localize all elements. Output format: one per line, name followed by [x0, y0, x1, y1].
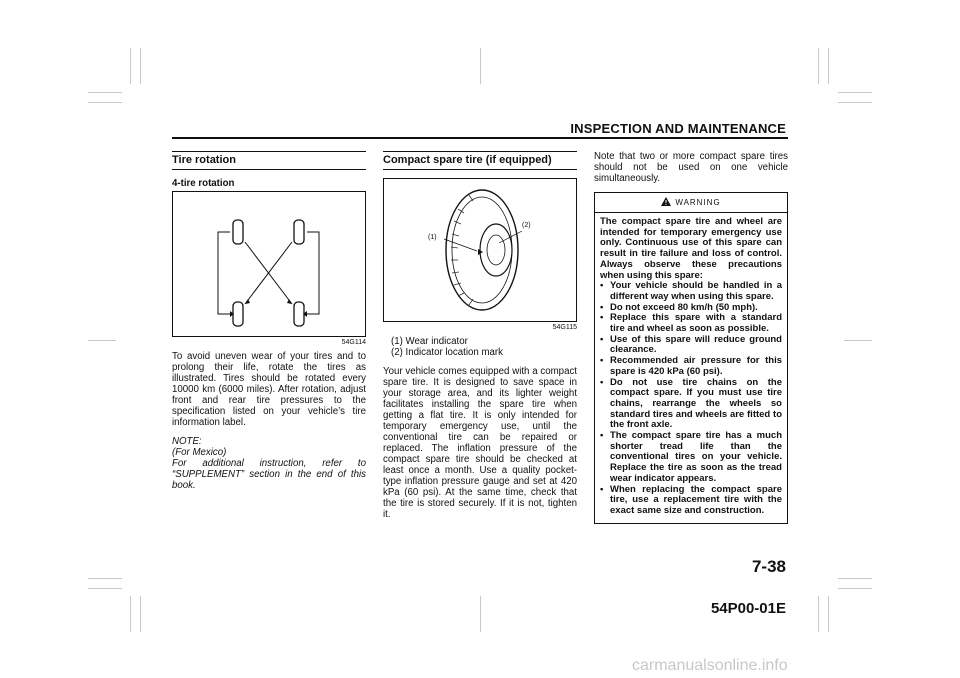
warning-triangle-icon: [661, 197, 671, 209]
warning-item: • Your vehicle should be handled in a different way when using this spare.: [600, 281, 782, 302]
warning-item: • Do not use tire chains on the compact spare. If you must use tire chains, rearrange the wheels so standard tires and wheels are fitted to the front axle.: [600, 378, 782, 432]
crop-mark: [88, 102, 122, 103]
warning-box: [594, 192, 788, 524]
warning-item: • When replacing the compact spare tire, use a replacement tire with the exact same size and construction.: [600, 485, 782, 517]
crop-mark: [838, 588, 872, 589]
legend-item: (1) Wear indicator: [391, 336, 468, 347]
crop-mark: [818, 596, 819, 632]
warning-item: • Replace this spare with a standard tire and wheel as soon as possible.: [600, 313, 782, 334]
crop-mark: [130, 596, 131, 632]
figure-spare-tire: [383, 178, 577, 322]
crop-mark: [818, 48, 819, 84]
note-label: NOTE:: [172, 436, 202, 447]
crop-mark: [838, 102, 872, 103]
warning-list: [600, 281, 782, 516]
note-region: (For Mexico): [172, 447, 227, 458]
compact-spare-note: Note that two or more compact spare tires should not be used on one vehicle simultaneously.: [594, 151, 788, 184]
section-title-tire-rotation: Tire rotation: [172, 151, 366, 170]
warning-item: • Use of this spare will reduce ground clearance.: [600, 335, 782, 356]
callout-1: (1): [428, 234, 437, 241]
figure-code: 54G115: [552, 324, 577, 331]
crop-mark: [140, 596, 141, 632]
legend-item: (2) Indicator location mark: [391, 347, 503, 358]
compact-spare-paragraph: Your vehicle comes equipped with a compact spare tire. It is designed to save space in your storage area, and its lighter weight facilitates installing the spare tire when getting a flat tire. It is only intended for temporary emergency use, until the conventional tire can be repaired or replaced. The inflation pressure of the compact spare tire should be checked at least once a month. Use a quality pocket-type inflation pressure gauge and set at 420 kPa (60 psi). At the same time, check that the tire is stored securely. If it is not, tighten it.: [383, 366, 577, 520]
crop-mark: [140, 48, 141, 84]
crop-mark: [828, 48, 829, 84]
column-compact-spare: [383, 151, 577, 528]
spare-tire-illustration-icon: [384, 179, 578, 321]
crop-mark: [88, 92, 122, 93]
figure-code: 54G114: [341, 339, 366, 346]
callout-2: (2): [522, 222, 531, 229]
note-text: For additional instruction, refer to “SUPPLEMENT” section in the end of this book.: [172, 458, 366, 491]
column-tire-rotation: [172, 151, 366, 491]
crop-mark: [88, 578, 122, 579]
crop-mark: [828, 596, 829, 632]
page-header-title: INSPECTION AND MAINTENANCE: [570, 121, 786, 136]
warning-header: [595, 193, 787, 213]
rotation-diagram-icon: [173, 192, 367, 336]
crop-mark: [844, 340, 872, 341]
warning-item: • Recommended air pressure for this spare is 420 kPa (60 psi).: [600, 356, 782, 377]
section-title-compact-spare: Compact spare tire (if equipped): [383, 151, 577, 170]
warning-item: • Do not exceed 80 km/h (50 mph).: [600, 303, 782, 314]
header-rule: [172, 137, 788, 139]
crop-mark: [838, 92, 872, 93]
column-warning: [594, 151, 788, 524]
warning-intro: The compact spare tire and wheel are intended for temporary emergency use only. Continuous use of this spare can result in tire failure and loss of control. Always observe these precautions when using this spare:: [600, 216, 782, 281]
tire-rotation-paragraph: To avoid uneven wear of your tires and to prolong their life, rotate the tires as illustrated. Tires should be rotated every 10000 km (6000 miles). After rotation, adjust front and rear tire pressures to the specification listed on your vehicle’s tire information label.: [172, 351, 366, 428]
page-number: 7-38: [751, 557, 786, 576]
warning-item: • The compact spare tire has a much shorter tread life than the conventional tires on your vehicle. Replace the tire as soon as the tread wear indicator appears.: [600, 431, 782, 485]
crop-mark: [838, 578, 872, 579]
crop-mark: [480, 48, 481, 84]
crop-mark: [88, 588, 122, 589]
crop-mark: [130, 48, 131, 84]
subheading-4-tire-rotation: 4-tire rotation: [172, 178, 235, 189]
document-code: 54P00-01E: [710, 600, 786, 617]
warning-body: [595, 213, 787, 523]
crop-mark: [480, 596, 481, 632]
watermark: carmanualsonline.info: [632, 657, 788, 674]
crop-mark: [88, 340, 116, 341]
figure-rotation-diagram: [172, 191, 366, 337]
warning-label: WARNING: [675, 198, 721, 208]
